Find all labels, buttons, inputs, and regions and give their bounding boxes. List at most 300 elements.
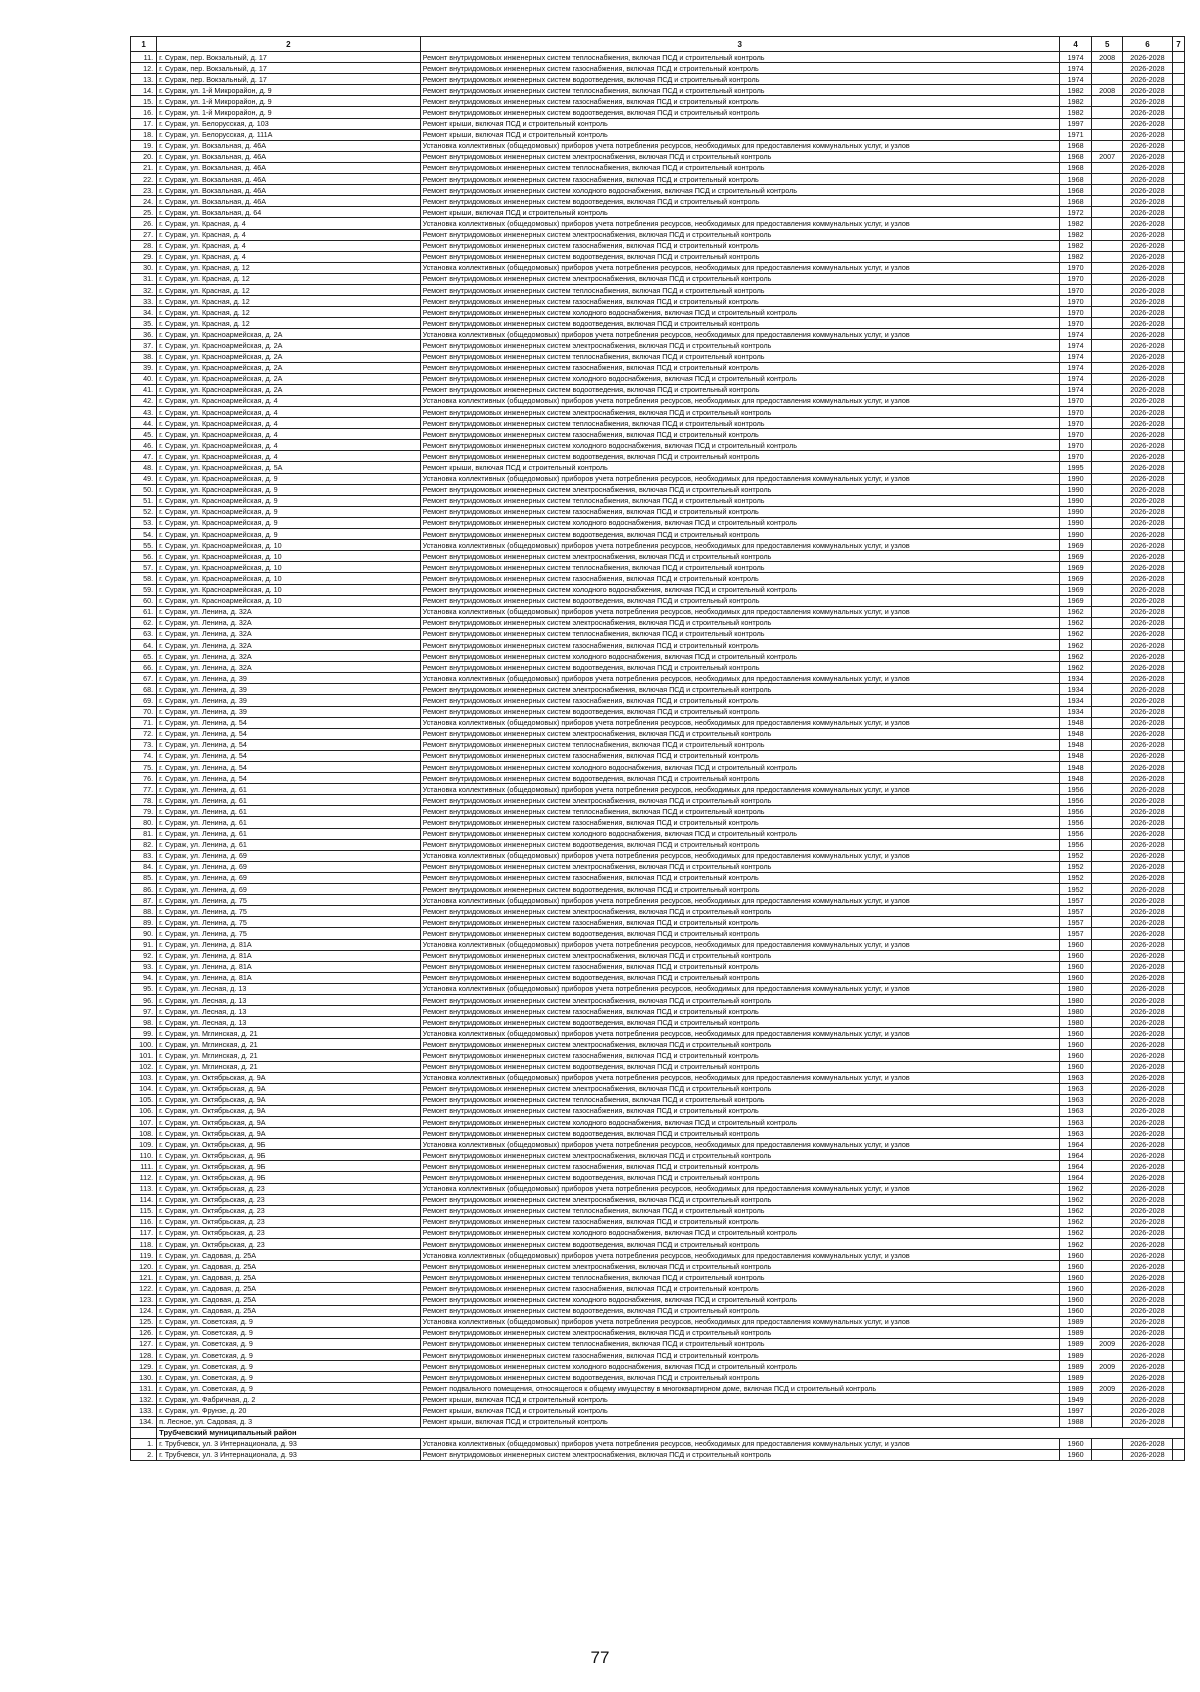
table-row [131, 407, 1185, 418]
note-cell [1172, 1061, 1184, 1072]
table-row [131, 684, 1185, 695]
planned-period-cell: 2026-2028 [1122, 296, 1172, 307]
row-number: 75. [131, 762, 157, 773]
address-cell: г. Сураж, ул. Красноармейская, д. 4 [157, 395, 421, 406]
planned-period-cell: 2026-2028 [1122, 1117, 1172, 1128]
year-built-cell: 1970 [1059, 296, 1092, 307]
address-cell: г. Сураж, ул. Октябрьская, д. 23 [157, 1216, 421, 1227]
note-cell [1172, 440, 1184, 451]
work-type-cell: Ремонт внутридомовых инженерных систем газоснабжения, включая ПСД и строительный контроль [420, 63, 1059, 74]
table-header-row [131, 37, 1185, 52]
planned-period-cell: 2026-2028 [1122, 85, 1172, 96]
row-number: 92. [131, 950, 157, 961]
planned-period-cell: 2026-2028 [1122, 1438, 1172, 1449]
table-row [131, 961, 1185, 972]
address-cell: г. Сураж, ул. Ленина, д. 69 [157, 861, 421, 872]
note-cell [1172, 462, 1184, 473]
note-cell [1172, 262, 1184, 273]
row-number: 125. [131, 1316, 157, 1327]
note-cell [1172, 540, 1184, 551]
note-cell [1172, 1139, 1184, 1150]
address-cell: г. Сураж, ул. Вокзальная, д. 46А [157, 151, 421, 162]
note-cell [1172, 517, 1184, 528]
address-cell: г. Сураж, ул. Ленина, д. 61 [157, 828, 421, 839]
last-repair-year-cell [1092, 1172, 1122, 1183]
table-row [131, 384, 1185, 395]
row-number: 89. [131, 917, 157, 928]
row-number: 34. [131, 307, 157, 318]
last-repair-year-cell [1092, 63, 1122, 74]
row-number: 83. [131, 850, 157, 861]
table-row [131, 85, 1185, 96]
address-cell: г. Сураж, ул. Ленина, д. 75 [157, 928, 421, 939]
section-title: Трубчевский муниципальный район [157, 1427, 1185, 1438]
row-number: 106. [131, 1105, 157, 1116]
page-number: 77 [590, 1648, 610, 1667]
last-repair-year-cell [1092, 429, 1122, 440]
table-row [131, 1261, 1185, 1272]
year-built-cell: 1956 [1059, 828, 1092, 839]
planned-period-cell: 2026-2028 [1122, 861, 1172, 872]
planned-period-cell: 2026-2028 [1122, 517, 1172, 528]
address-cell: г. Сураж, ул. Ленина, д. 81А [157, 972, 421, 983]
year-built-cell: 1974 [1059, 384, 1092, 395]
note-cell [1172, 1006, 1184, 1017]
work-type-cell: Ремонт внутридомовых инженерных систем электроснабжения, включая ПСД и строительный контроль [420, 795, 1059, 806]
planned-period-cell: 2026-2028 [1122, 1039, 1172, 1050]
table-row [131, 495, 1185, 506]
note-cell [1172, 1372, 1184, 1383]
table-row [131, 1117, 1185, 1128]
year-built-cell: 1989 [1059, 1327, 1092, 1338]
address-cell: г. Сураж, ул. Ленина, д. 32А [157, 651, 421, 662]
year-built-cell: 1962 [1059, 617, 1092, 628]
year-built-cell: 1952 [1059, 872, 1092, 883]
address-cell: г. Сураж, ул. Ленина, д. 32А [157, 628, 421, 639]
note-cell [1172, 1183, 1184, 1194]
address-cell: г. Сураж, ул. Красноармейская, д. 2А [157, 351, 421, 362]
year-built-cell: 1997 [1059, 118, 1092, 129]
work-type-cell: Ремонт внутридомовых инженерных систем теплоснабжения, включая ПСД и строительный контроль [420, 562, 1059, 573]
address-cell: г. Сураж, ул. Красноармейская, д. 10 [157, 595, 421, 606]
address-cell: г. Сураж, ул. Ленина, д. 61 [157, 817, 421, 828]
row-number: 2. [131, 1449, 157, 1460]
work-type-cell: Ремонт внутридомовых инженерных систем холодного водоснабжения, включая ПСД и строительный контроль [420, 1117, 1059, 1128]
planned-period-cell: 2026-2028 [1122, 684, 1172, 695]
address-cell: г. Сураж, ул. Садовая, д. 25А [157, 1294, 421, 1305]
work-type-cell: Ремонт внутридомовых инженерных систем электроснабжения, включая ПСД и строительный контроль [420, 1449, 1059, 1460]
row-number: 31. [131, 273, 157, 284]
work-type-cell: Установка коллективных (общедомовых) приборов учета потребления ресурсов, необходимых для предоставления коммунальных услуг, и узлов [420, 717, 1059, 728]
note-cell [1172, 1261, 1184, 1272]
address-cell: п. Лесное, ул. Садовая, д. 3 [157, 1416, 421, 1427]
table-row [131, 1227, 1185, 1238]
planned-period-cell: 2026-2028 [1122, 806, 1172, 817]
row-number: 44. [131, 418, 157, 429]
year-built-cell: 1974 [1059, 362, 1092, 373]
work-type-cell: Ремонт крыши, включая ПСД и строительный контроль [420, 207, 1059, 218]
last-repair-year-cell [1092, 551, 1122, 562]
work-type-cell: Ремонт внутридомовых инженерных систем водоотведения, включая ПСД и строительный контроль [420, 884, 1059, 895]
table-row [131, 1083, 1185, 1094]
row-number: 52. [131, 506, 157, 517]
year-built-cell: 1960 [1059, 972, 1092, 983]
last-repair-year-cell [1092, 1094, 1122, 1105]
table-row [131, 606, 1185, 617]
year-built-cell: 1948 [1059, 750, 1092, 761]
planned-period-cell: 2026-2028 [1122, 1316, 1172, 1327]
year-built-cell: 1974 [1059, 340, 1092, 351]
note-cell [1172, 1128, 1184, 1139]
year-built-cell: 1963 [1059, 1083, 1092, 1094]
table-row [131, 1239, 1185, 1250]
planned-period-cell: 2026-2028 [1122, 1172, 1172, 1183]
row-number: 30. [131, 262, 157, 273]
address-cell: г. Сураж, ул. Октябрьская, д. 23 [157, 1183, 421, 1194]
note-cell [1172, 551, 1184, 562]
planned-period-cell: 2026-2028 [1122, 162, 1172, 173]
column-header: 3 [420, 37, 1059, 52]
year-built-cell: 1970 [1059, 451, 1092, 462]
planned-period-cell: 2026-2028 [1122, 828, 1172, 839]
row-number: 71. [131, 717, 157, 728]
work-type-cell: Ремонт внутридомовых инженерных систем холодного водоснабжения, включая ПСД и строительный контроль [420, 1294, 1059, 1305]
table-row [131, 296, 1185, 307]
planned-period-cell: 2026-2028 [1122, 52, 1172, 63]
row-number: 12. [131, 63, 157, 74]
address-cell: г. Сураж, ул. 1-й Микрорайон, д. 9 [157, 85, 421, 96]
year-built-cell: 1960 [1059, 1250, 1092, 1261]
row-number: 114. [131, 1194, 157, 1205]
note-cell [1172, 639, 1184, 650]
work-type-cell: Ремонт внутридомовых инженерных систем теплоснабжения, включая ПСД и строительный контроль [420, 739, 1059, 750]
row-number: 76. [131, 773, 157, 784]
note-cell [1172, 606, 1184, 617]
row-number: 67. [131, 673, 157, 684]
table-row [131, 473, 1185, 484]
address-cell: г. Сураж, ул. Вокзальная, д. 46А [157, 162, 421, 173]
address-cell: г. Сураж, ул. Красная, д. 4 [157, 251, 421, 262]
row-number: 1. [131, 1438, 157, 1449]
planned-period-cell: 2026-2028 [1122, 1294, 1172, 1305]
last-repair-year-cell [1092, 529, 1122, 540]
note-cell [1172, 384, 1184, 395]
row-number: 94. [131, 972, 157, 983]
address-cell: г. Сураж, ул. Ленина, д. 61 [157, 784, 421, 795]
work-type-cell: Ремонт внутридомовых инженерных систем электроснабжения, включая ПСД и строительный контроль [420, 1327, 1059, 1338]
note-cell [1172, 717, 1184, 728]
year-built-cell: 1968 [1059, 174, 1092, 185]
last-repair-year-cell [1092, 517, 1122, 528]
work-type-cell: Установка коллективных (общедомовых) приборов учета потребления ресурсов, необходимых для предоставления коммунальных услуг, и узлов [420, 895, 1059, 906]
year-built-cell: 1962 [1059, 1216, 1092, 1227]
note-cell [1172, 872, 1184, 883]
last-repair-year-cell [1092, 218, 1122, 229]
note-cell [1172, 74, 1184, 85]
address-cell: г. Сураж, ул. Мглинская, д. 21 [157, 1039, 421, 1050]
note-cell [1172, 795, 1184, 806]
planned-period-cell: 2026-2028 [1122, 451, 1172, 462]
row-number: 116. [131, 1216, 157, 1227]
last-repair-year-cell [1092, 828, 1122, 839]
year-built-cell: 1948 [1059, 739, 1092, 750]
row-number: 104. [131, 1083, 157, 1094]
year-built-cell: 1969 [1059, 573, 1092, 584]
last-repair-year-cell [1092, 928, 1122, 939]
table-row [131, 1305, 1185, 1316]
note-cell [1172, 1083, 1184, 1094]
work-type-cell: Ремонт внутридомовых инженерных систем холодного водоснабжения, включая ПСД и строительный контроль [420, 584, 1059, 595]
row-number: 95. [131, 983, 157, 994]
work-type-cell: Ремонт внутридомовых инженерных систем газоснабжения, включая ПСД и строительный контроль [420, 639, 1059, 650]
note-cell [1172, 573, 1184, 584]
note-cell [1172, 129, 1184, 140]
note-cell [1172, 762, 1184, 773]
note-cell [1172, 107, 1184, 118]
year-built-cell: 1960 [1059, 1039, 1092, 1050]
table-row [131, 207, 1185, 218]
address-cell: г. Сураж, ул. Октябрьская, д. 9Б [157, 1150, 421, 1161]
address-cell: г. Сураж, ул. Октябрьская, д. 9А [157, 1072, 421, 1083]
last-repair-year-cell [1092, 196, 1122, 207]
address-cell: г. Сураж, ул. Красноармейская, д. 10 [157, 562, 421, 573]
last-repair-year-cell [1092, 817, 1122, 828]
table-row [131, 695, 1185, 706]
work-type-cell: Ремонт внутридомовых инженерных систем холодного водоснабжения, включая ПСД и строительный контроль [420, 1227, 1059, 1238]
year-built-cell: 1963 [1059, 1072, 1092, 1083]
table-row [131, 506, 1185, 517]
row-number: 26. [131, 218, 157, 229]
address-cell: г. Сураж, ул. 1-й Микрорайон, д. 9 [157, 96, 421, 107]
row-number: 109. [131, 1139, 157, 1150]
year-built-cell: 1989 [1059, 1361, 1092, 1372]
work-type-cell: Установка коллективных (общедомовых) приборов учета потребления ресурсов, необходимых для предоставления коммунальных услуг, и узлов [420, 473, 1059, 484]
last-repair-year-cell [1092, 174, 1122, 185]
table-row [131, 1449, 1185, 1460]
work-type-cell: Ремонт внутридомовых инженерных систем холодного водоснабжения, включая ПСД и строительный контроль [420, 185, 1059, 196]
row-number: 29. [131, 251, 157, 262]
address-cell: г. Сураж, ул. Красноармейская, д. 5А [157, 462, 421, 473]
year-built-cell: 1989 [1059, 1372, 1092, 1383]
work-type-cell: Ремонт внутридомовых инженерных систем водоотведения, включая ПСД и строительный контроль [420, 1305, 1059, 1316]
planned-period-cell: 2026-2028 [1122, 251, 1172, 262]
note-cell [1172, 961, 1184, 972]
note-cell [1172, 1194, 1184, 1205]
year-built-cell: 1964 [1059, 1139, 1092, 1150]
year-built-cell: 1982 [1059, 96, 1092, 107]
planned-period-cell: 2026-2028 [1122, 440, 1172, 451]
address-cell: г. Сураж, ул. Белорусская, д. 103 [157, 118, 421, 129]
last-repair-year-cell [1092, 262, 1122, 273]
table-row [131, 861, 1185, 872]
work-type-cell: Ремонт внутридомовых инженерных систем водоотведения, включая ПСД и строительный контроль [420, 839, 1059, 850]
table-row [131, 1061, 1185, 1072]
table-row [131, 906, 1185, 917]
work-type-cell: Ремонт внутридомовых инженерных систем водоотведения, включая ПСД и строительный контроль [420, 928, 1059, 939]
table-row [131, 340, 1185, 351]
row-number: 133. [131, 1405, 157, 1416]
table-row [131, 395, 1185, 406]
planned-period-cell: 2026-2028 [1122, 895, 1172, 906]
work-type-cell: Ремонт внутридомовых инженерных систем электроснабжения, включая ПСД и строительный контроль [420, 1261, 1059, 1272]
work-type-cell: Установка коллективных (общедомовых) приборов учета потребления ресурсов, необходимых для предоставления коммунальных услуг, и узлов [420, 218, 1059, 229]
note-cell [1172, 1050, 1184, 1061]
last-repair-year-cell [1092, 595, 1122, 606]
year-built-cell: 1956 [1059, 784, 1092, 795]
table-row [131, 229, 1185, 240]
address-cell: г. Сураж, ул. Ленина, д. 61 [157, 795, 421, 806]
table-row [131, 362, 1185, 373]
note-cell [1172, 1028, 1184, 1039]
note-cell [1172, 828, 1184, 839]
address-cell: г. Сураж, ул. Советская, д. 9 [157, 1338, 421, 1349]
planned-period-cell: 2026-2028 [1122, 762, 1172, 773]
year-built-cell: 1969 [1059, 595, 1092, 606]
note-cell [1172, 96, 1184, 107]
note-cell [1172, 1205, 1184, 1216]
address-cell: г. Сураж, ул. Вокзальная, д. 46А [157, 185, 421, 196]
row-number: 18. [131, 129, 157, 140]
work-type-cell: Ремонт внутридомовых инженерных систем газоснабжения, включая ПСД и строительный контроль [420, 817, 1059, 828]
work-type-cell: Установка коллективных (общедомовых) приборов учета потребления ресурсов, необходимых для предоставления коммунальных услуг, и узлов [420, 540, 1059, 551]
year-built-cell: 1962 [1059, 606, 1092, 617]
year-built-cell: 1974 [1059, 373, 1092, 384]
address-cell: г. Сураж, ул. Октябрьская, д. 23 [157, 1227, 421, 1238]
last-repair-year-cell [1092, 717, 1122, 728]
planned-period-cell: 2026-2028 [1122, 407, 1172, 418]
address-cell: г. Сураж, ул. Фабричная, д. 2 [157, 1394, 421, 1405]
work-type-cell: Установка коллективных (общедомовых) приборов учета потребления ресурсов, необходимых для предоставления коммунальных услуг, и узлов [420, 850, 1059, 861]
address-cell: г. Сураж, ул. Ленина, д. 39 [157, 695, 421, 706]
work-type-cell: Ремонт внутридомовых инженерных систем водоотведения, включая ПСД и строительный контроль [420, 451, 1059, 462]
work-type-cell: Ремонт внутридомовых инженерных систем водоотведения, включая ПСД и строительный контроль [420, 74, 1059, 85]
address-cell: г. Сураж, ул. Красноармейская, д. 9 [157, 473, 421, 484]
year-built-cell: 1974 [1059, 351, 1092, 362]
work-type-cell: Ремонт внутридомовых инженерных систем электроснабжения, включая ПСД и строительный контроль [420, 950, 1059, 961]
row-number: 27. [131, 229, 157, 240]
table-row [131, 429, 1185, 440]
table-row [131, 628, 1185, 639]
row-number: 38. [131, 351, 157, 362]
address-cell: г. Сураж, ул. Красноармейская, д. 2А [157, 329, 421, 340]
planned-period-cell: 2026-2028 [1122, 1239, 1172, 1250]
work-type-cell: Ремонт внутридомовых инженерных систем водоотведения, включая ПСД и строительный контроль [420, 662, 1059, 673]
planned-period-cell: 2026-2028 [1122, 395, 1172, 406]
planned-period-cell: 2026-2028 [1122, 1105, 1172, 1116]
note-cell [1172, 939, 1184, 950]
work-type-cell: Ремонт внутридомовых инженерных систем теплоснабжения, включая ПСД и строительный контроль [420, 1205, 1059, 1216]
address-cell: г. Сураж, ул. Советская, д. 9 [157, 1383, 421, 1394]
last-repair-year-cell [1092, 662, 1122, 673]
last-repair-year-cell [1092, 628, 1122, 639]
table-row [131, 850, 1185, 861]
year-built-cell: 1957 [1059, 906, 1092, 917]
year-built-cell: 1962 [1059, 662, 1092, 673]
planned-period-cell: 2026-2028 [1122, 917, 1172, 928]
table-row [131, 895, 1185, 906]
last-repair-year-cell [1092, 1194, 1122, 1205]
year-built-cell: 1934 [1059, 684, 1092, 695]
last-repair-year-cell [1092, 795, 1122, 806]
address-cell: г. Сураж, ул. Октябрьская, д. 23 [157, 1205, 421, 1216]
planned-period-cell: 2026-2028 [1122, 1372, 1172, 1383]
last-repair-year-cell [1092, 1227, 1122, 1238]
table-row [131, 129, 1185, 140]
year-built-cell: 1968 [1059, 196, 1092, 207]
address-cell: г. Сураж, ул. Лесная, д. 13 [157, 1006, 421, 1017]
row-number: 78. [131, 795, 157, 806]
last-repair-year-cell [1092, 440, 1122, 451]
note-cell [1172, 340, 1184, 351]
year-built-cell: 1974 [1059, 52, 1092, 63]
note-cell [1172, 906, 1184, 917]
planned-period-cell: 2026-2028 [1122, 1416, 1172, 1427]
address-cell: г. Сураж, ул. Ленина, д. 75 [157, 906, 421, 917]
last-repair-year-cell [1092, 562, 1122, 573]
row-number: 117. [131, 1227, 157, 1238]
planned-period-cell: 2026-2028 [1122, 1050, 1172, 1061]
planned-period-cell: 2026-2028 [1122, 784, 1172, 795]
row-number: 100. [131, 1039, 157, 1050]
table-row [131, 828, 1185, 839]
work-type-cell: Ремонт внутридомовых инженерных систем газоснабжения, включая ПСД и строительный контроль [420, 240, 1059, 251]
last-repair-year-cell [1092, 739, 1122, 750]
last-repair-year-cell [1092, 351, 1122, 362]
year-built-cell: 1948 [1059, 762, 1092, 773]
last-repair-year-cell [1092, 495, 1122, 506]
year-built-cell: 1990 [1059, 473, 1092, 484]
table-row [131, 74, 1185, 85]
row-number: 41. [131, 384, 157, 395]
year-built-cell: 1982 [1059, 218, 1092, 229]
table-row [131, 950, 1185, 961]
work-type-cell: Ремонт крыши, включая ПСД и строительный контроль [420, 1394, 1059, 1405]
row-number: 55. [131, 540, 157, 551]
address-cell: г. Сураж, ул. Октябрьская, д. 9Б [157, 1161, 421, 1172]
last-repair-year-cell [1092, 1316, 1122, 1327]
planned-period-cell: 2026-2028 [1122, 1394, 1172, 1405]
table-row [131, 1050, 1185, 1061]
work-type-cell: Ремонт внутридомовых инженерных систем водоотведения, включая ПСД и строительный контроль [420, 706, 1059, 717]
last-repair-year-cell [1092, 939, 1122, 950]
address-cell: г. Сураж, ул. Ленина, д. 61 [157, 806, 421, 817]
row-number: 126. [131, 1327, 157, 1338]
row-number: 103. [131, 1072, 157, 1083]
work-type-cell: Ремонт внутридомовых инженерных систем холодного водоснабжения, включая ПСД и строительный контроль [420, 517, 1059, 528]
last-repair-year-cell [1092, 1449, 1122, 1460]
note-cell [1172, 861, 1184, 872]
last-repair-year-cell [1092, 329, 1122, 340]
year-built-cell: 1948 [1059, 773, 1092, 784]
note-cell [1172, 684, 1184, 695]
last-repair-year-cell [1092, 506, 1122, 517]
planned-period-cell: 2026-2028 [1122, 273, 1172, 284]
row-number: 87. [131, 895, 157, 906]
year-built-cell: 1970 [1059, 284, 1092, 295]
planned-period-cell: 2026-2028 [1122, 906, 1172, 917]
year-built-cell: 1963 [1059, 1094, 1092, 1105]
last-repair-year-cell [1092, 728, 1122, 739]
address-cell: г. Сураж, ул. Белорусская, д. 111А [157, 129, 421, 140]
row-number: 42. [131, 395, 157, 406]
year-built-cell: 1962 [1059, 1194, 1092, 1205]
last-repair-year-cell [1092, 983, 1122, 994]
planned-period-cell: 2026-2028 [1122, 63, 1172, 74]
note-cell [1172, 928, 1184, 939]
address-cell: г. Сураж, ул. Октябрьская, д. 9А [157, 1094, 421, 1105]
work-type-cell: Ремонт внутридомовых инженерных систем электроснабжения, включая ПСД и строительный контроль [420, 1039, 1059, 1050]
note-cell [1172, 817, 1184, 828]
